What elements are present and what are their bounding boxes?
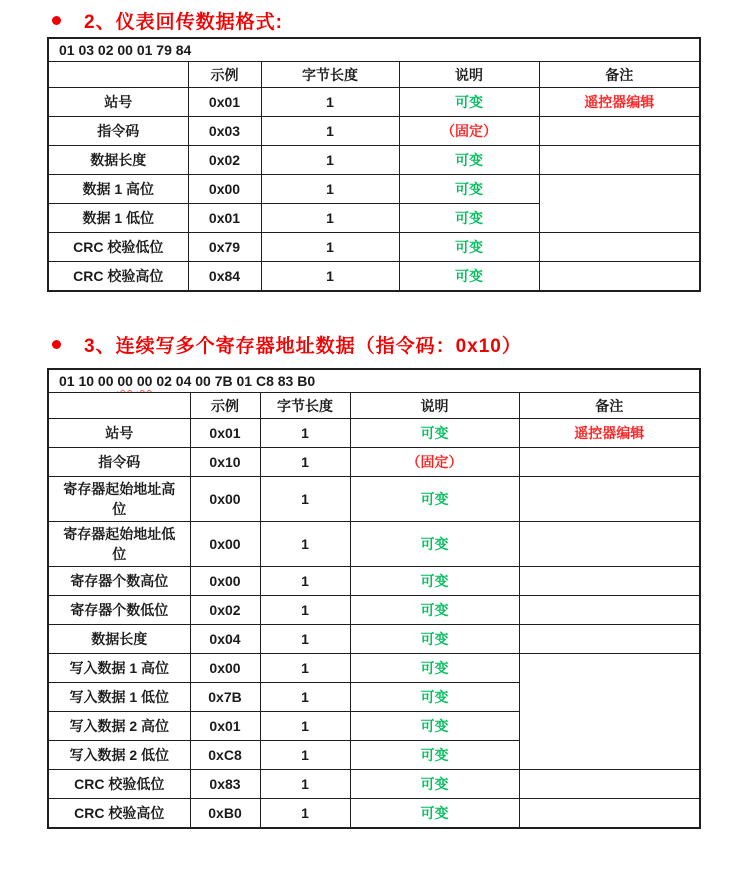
response-frame-table — [47, 37, 701, 292]
byte-length-value: 1 — [260, 522, 350, 567]
byte-length-value: 1 — [260, 567, 350, 596]
example-value: 0x02 — [190, 596, 260, 625]
remark-value — [519, 625, 700, 654]
table-row — [48, 567, 700, 596]
table-row — [48, 625, 700, 654]
example-value: 0x01 — [190, 712, 260, 741]
remark-value: 遥控器编辑 — [519, 419, 700, 448]
description-value: 可变 — [399, 146, 539, 175]
field-label: 数据长度 — [48, 625, 190, 654]
field-label: CRC 校验高位 — [48, 799, 190, 829]
red-bullet-icon — [52, 340, 61, 349]
byte-length-value: 1 — [261, 146, 399, 175]
byte-length-value: 1 — [260, 596, 350, 625]
example-value: 0x00 — [190, 522, 260, 567]
byte-length-value: 1 — [261, 117, 399, 146]
remark-value — [519, 522, 700, 567]
description-value: 可变 — [350, 419, 519, 448]
field-label: 数据长度 — [48, 146, 188, 175]
byte-length-value: 1 — [260, 712, 350, 741]
table-row — [48, 477, 700, 522]
example-value: 0xC8 — [190, 741, 260, 770]
field-label: 寄存器起始地址高位 — [48, 477, 190, 522]
table-row — [48, 419, 700, 448]
remark-value — [519, 567, 700, 596]
hex-frame-text — [48, 369, 700, 393]
table-row — [48, 233, 700, 262]
table-row — [48, 799, 700, 829]
example-value: 0x7B — [190, 683, 260, 712]
field-label: 数据 1 低位 — [48, 204, 188, 233]
description-value: 可变 — [350, 522, 519, 567]
field-label: 指令码 — [48, 117, 188, 146]
hex-frame-row — [48, 38, 700, 62]
col-header-field — [48, 393, 190, 419]
header-row — [48, 393, 700, 419]
description-value: 可变 — [399, 262, 539, 292]
example-value: 0x01 — [188, 88, 261, 117]
table-row — [48, 448, 700, 477]
col-header-field — [48, 62, 188, 88]
description-value: 可变 — [350, 741, 519, 770]
col-header-example: 示例 — [190, 393, 260, 419]
col-header-remark: 备注 — [519, 393, 700, 419]
byte-length-value: 1 — [261, 88, 399, 117]
example-value: 0x00 — [190, 477, 260, 522]
example-value: 0x84 — [188, 262, 261, 292]
byte-length-value: 1 — [260, 448, 350, 477]
table-row — [48, 262, 700, 292]
table-row — [48, 770, 700, 799]
byte-length-value: 1 — [261, 175, 399, 204]
description-value: 可变 — [399, 233, 539, 262]
table-row — [48, 88, 700, 117]
byte-length-value: 1 — [260, 770, 350, 799]
hex-part: 01 10 00 — [59, 373, 118, 389]
hex-frame-row — [48, 369, 700, 393]
remark-merged-cell — [539, 175, 700, 233]
field-label: 寄存器个数低位 — [48, 596, 190, 625]
table-row — [48, 117, 700, 146]
description-value: 可变 — [350, 799, 519, 829]
example-value: 0x00 — [188, 175, 261, 204]
remark-value — [519, 596, 700, 625]
table-row — [48, 522, 700, 567]
description-value: 可变 — [350, 770, 519, 799]
byte-length-value: 1 — [260, 419, 350, 448]
byte-length-value: 1 — [260, 477, 350, 522]
hex-part-misspell-underline: 00 — [117, 373, 133, 389]
description-value: 可变 — [350, 712, 519, 741]
description-value: 可变 — [350, 654, 519, 683]
hex-part: 02 04 00 7B 01 C8 83 B0 — [152, 373, 316, 389]
section-3-title: 3、连续写多个寄存器地址数据（指令码：0x10） — [84, 336, 522, 357]
example-value: 0x01 — [188, 204, 261, 233]
description-value: 可变 — [350, 596, 519, 625]
description-value: 可变 — [350, 683, 519, 712]
remark-value — [539, 117, 700, 146]
col-header-bytes: 字节长度 — [261, 62, 399, 88]
example-value: 0x10 — [190, 448, 260, 477]
remark-value — [519, 770, 700, 799]
example-value: 0x04 — [190, 625, 260, 654]
section-2-heading — [52, 7, 283, 34]
example-value: 0x00 — [190, 567, 260, 596]
hex-part-misspell-underline: 00 — [136, 373, 153, 389]
byte-length-value: 1 — [260, 799, 350, 829]
field-label: 站号 — [48, 88, 188, 117]
example-value: 0x83 — [190, 770, 260, 799]
description-value: 可变 — [350, 625, 519, 654]
field-label: CRC 校验低位 — [48, 233, 188, 262]
byte-length-value: 1 — [260, 654, 350, 683]
example-value: 0x00 — [190, 654, 260, 683]
field-label: 寄存器个数高位 — [48, 567, 190, 596]
byte-length-value: 1 — [260, 625, 350, 654]
field-label: CRC 校验高位 — [48, 262, 188, 292]
remark-value: 遥控器编辑 — [539, 88, 700, 117]
description-value: 可变 — [399, 204, 539, 233]
field-label: 数据 1 高位 — [48, 175, 188, 204]
col-header-desc: 说明 — [350, 393, 519, 419]
description-value: 可变 — [399, 88, 539, 117]
description-value: （固定） — [350, 448, 519, 477]
example-value: 0xB0 — [190, 799, 260, 829]
field-label: 指令码 — [48, 448, 190, 477]
description-value: （固定） — [399, 117, 539, 146]
example-value: 0x01 — [190, 419, 260, 448]
remark-value — [539, 262, 700, 292]
byte-length-value: 1 — [260, 683, 350, 712]
example-value: 0x02 — [188, 146, 261, 175]
header-row — [48, 62, 700, 88]
byte-length-value: 1 — [261, 204, 399, 233]
field-label: CRC 校验低位 — [48, 770, 190, 799]
remark-value — [519, 477, 700, 522]
example-value: 0x03 — [188, 117, 261, 146]
col-header-example: 示例 — [188, 62, 261, 88]
write-multi-register-table — [47, 368, 701, 829]
field-label: 寄存器起始地址低位 — [48, 522, 190, 567]
col-header-remark: 备注 — [539, 62, 700, 88]
byte-length-value: 1 — [261, 233, 399, 262]
table-row — [48, 175, 700, 204]
description-value: 可变 — [399, 175, 539, 204]
red-bullet-icon — [52, 16, 61, 25]
section-2-title: 2、仪表回传数据格式: — [84, 12, 283, 33]
example-value: 0x79 — [188, 233, 261, 262]
remark-value — [519, 799, 700, 829]
remark-value — [539, 146, 700, 175]
byte-length-value: 1 — [260, 741, 350, 770]
description-value: 可变 — [350, 477, 519, 522]
remark-value — [519, 448, 700, 477]
table-row — [48, 654, 700, 683]
field-label: 写入数据 1 低位 — [48, 683, 190, 712]
table-row — [48, 146, 700, 175]
field-label: 写入数据 2 低位 — [48, 741, 190, 770]
remark-value — [539, 233, 700, 262]
section-3-heading — [52, 331, 522, 358]
description-value: 可变 — [350, 567, 519, 596]
hex-frame-text: 01 03 02 00 01 79 84 — [48, 38, 700, 62]
field-label: 写入数据 2 高位 — [48, 712, 190, 741]
remark-merged-cell — [519, 654, 700, 770]
field-label: 站号 — [48, 419, 190, 448]
table-row — [48, 596, 700, 625]
col-header-bytes: 字节长度 — [260, 393, 350, 419]
field-label: 写入数据 1 高位 — [48, 654, 190, 683]
byte-length-value: 1 — [261, 262, 399, 292]
col-header-desc: 说明 — [399, 62, 539, 88]
